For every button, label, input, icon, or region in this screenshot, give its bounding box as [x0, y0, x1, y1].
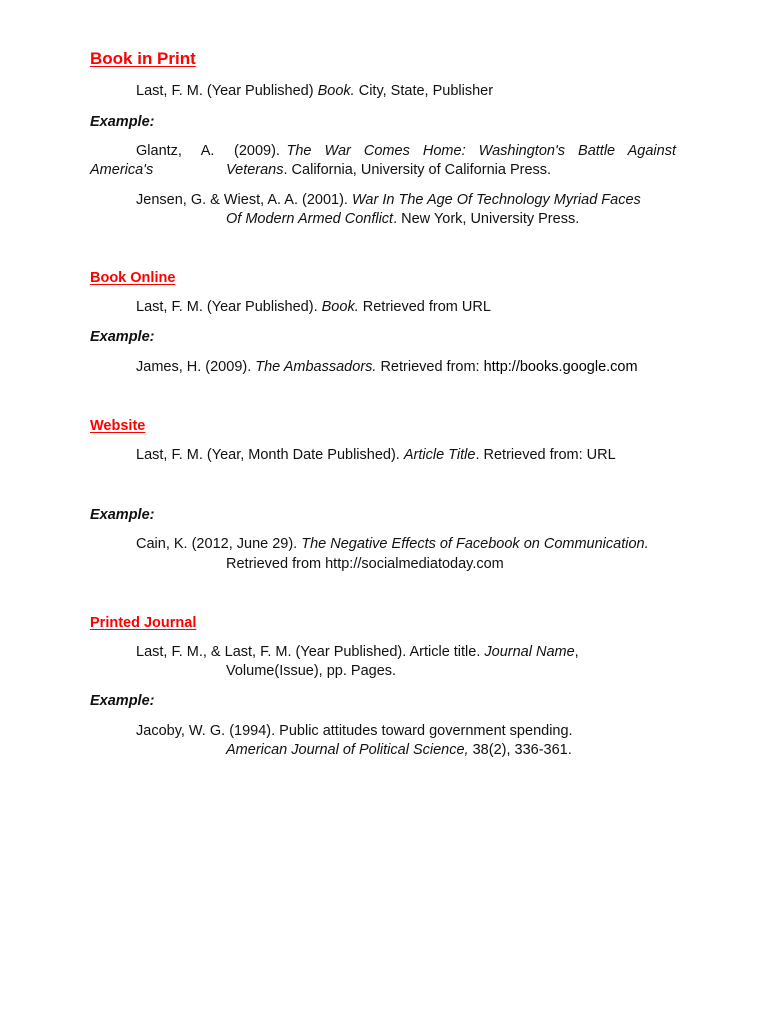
url-link[interactable]: http://books.google.com: [483, 359, 638, 375]
format-line-journal-line2: Volume(Issue), pp. Pages.: [226, 663, 397, 679]
section-heading-printed-journal: Printed Journal: [90, 615, 197, 631]
section-heading-book-in-print: Book in Print: [90, 49, 196, 68]
citation-glantz-line1: Glantz, A. (2009). The War Comes Home: Washington's Battle Against: [136, 143, 676, 159]
citation-jacoby-line2: American Journal of Political Science, 38(2), 336-361.: [226, 742, 572, 758]
section-heading-book-online: Book Online: [90, 270, 176, 286]
example-label: Example:: [90, 114, 155, 130]
format-line-journal-line1: Last, F. M., & Last, F. M. (Year Published). Article title. Journal Name,: [136, 644, 579, 660]
citation-cain-line2: Retrieved from http://socialmediatoday.com: [226, 556, 504, 572]
format-line-book-online: Last, F. M. (Year Published). Book. Retrieved from URL: [136, 299, 491, 315]
citation-jensen-line2: Of Modern Armed Conflict. New York, University Press.: [226, 211, 580, 227]
format-line-website: Last, F. M. (Year, Month Date Published). Article Title. Retrieved from: URL: [136, 447, 616, 463]
citation-glantz-line2-start: America's: [90, 162, 154, 178]
example-label: Example:: [90, 329, 155, 345]
citation-jacoby-line1: Jacoby, W. G. (1994). Public attitudes toward government spending.: [136, 723, 573, 739]
example-label: Example:: [90, 693, 155, 709]
citation-jensen-line1: Jensen, G. & Wiest, A. A. (2001). War In The Age Of Technology Myriad Faces: [136, 192, 641, 208]
example-label: Example:: [90, 507, 155, 523]
format-line-book-in-print: Last, F. M. (Year Published) Book. City, State, Publisher: [136, 83, 494, 99]
citation-james: James, H. (2009). The Ambassadors. Retrieved from: http://books.google.com: [136, 359, 638, 375]
section-heading-website: Website: [90, 418, 146, 434]
citation-cain-line1: Cain, K. (2012, June 29). The Negative Effects of Facebook on Communication.: [136, 536, 649, 552]
citation-glantz-line2: Veterans. California, University of California Press.: [226, 162, 552, 178]
